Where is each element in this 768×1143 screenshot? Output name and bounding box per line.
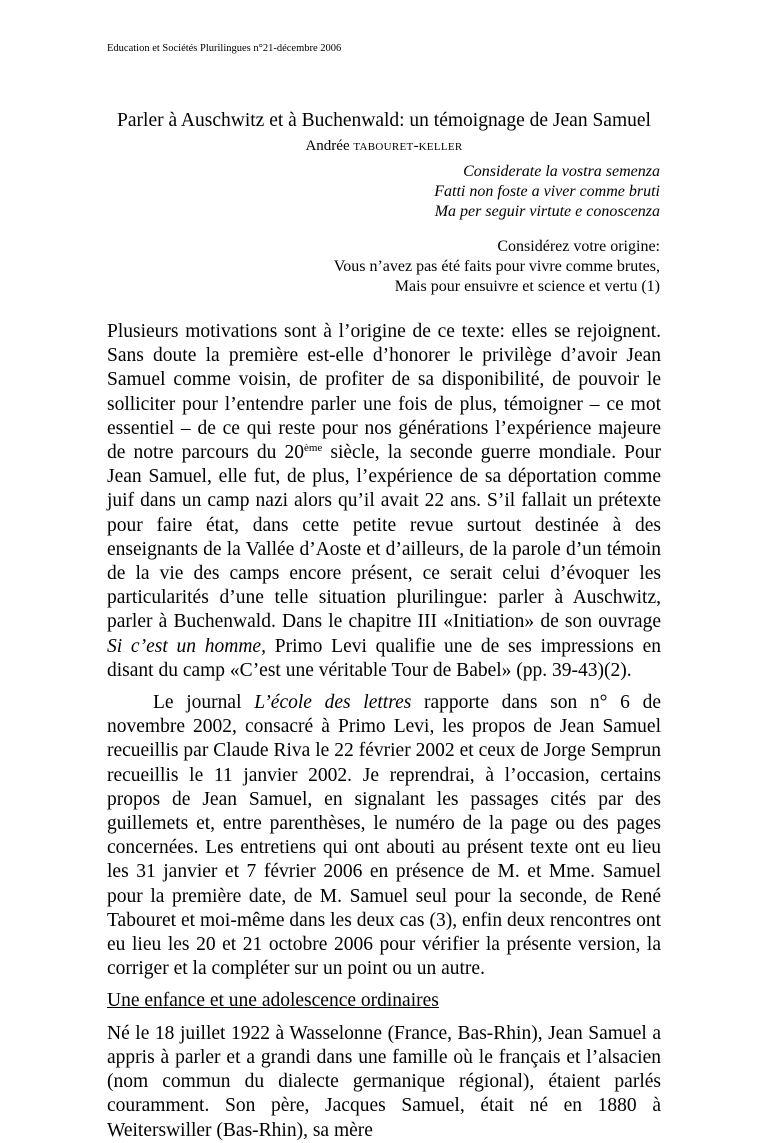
author-last-name-part-2: KELLER	[418, 141, 463, 153]
journal-title-italic: L’école des lettres	[254, 692, 412, 714]
book-title-italic: Si c’est un homme,	[107, 635, 266, 657]
paragraph-1-part-b: siècle, la seconde guerre mondiale. Pour Jean Samuel, elle fut, de plus, l’expérience de sa déportation comme juif dans un camp nazi alors qu’il avait 22 ans. S’il fallait un prétexte pour faire état, dans cette petite revue surtout destinée à des enseignants de la Vallée d’Aoste et d’ailleurs, de la parole d’un témoin de la vie des camps encore présent, ce serait celui d’évoquer les particularités d’une telle situation plurilingue: parler à Auschwitz, parler à Buchenwald. Dans le chapitre III «Initiation» de son ouvrage	[107, 442, 662, 633]
epigraph-french-line: Mais pour ensuivre et science et vertu (1)	[394, 278, 660, 295]
paragraph-1-part-a: Plusieurs motivations sont à l’origine de ce texte: elles se rejoignent. Sans doute la première est-elle d’honorer le privilège d’avoir Jean Samuel comme voisin, de profiter de sa disponibilité, de pouvoir le solliciter pour l’entendre parler une fois de plus, témoigner – ce mot essentiel – de ce qui reste pour nos générations l’expérience majeure de notre parcours du 20	[107, 321, 661, 464]
paragraph-2-part-b: rapporte dans son n° 6 de novembre 2002, consacré à Primo Levi, les propos de Jean Samuel recueillis par Claude Riva le 22 février 2002 et ceux de Jorge Semprun recueillis le 11 janvier 2002. Je reprendrai, à l’occasion, certains propos de Jean Samuel, en signalant les passages cités par des guillemets et, entre parenthèses, le numéro de la page ou des pages concernées. Les entretiens qui ont abouti au présent texte ont eu lieu les 31 janvier et 7 février 2006 en présence de M. et Mme. Samuel pour la première date, de M. Samuel seul pour la seconde, de René Tabouret et moi-même dans les deux cas (3), enfin deux rencontres ont eu lieu les 20 et 21 octobre 2006 pour vérifier la présente version, la corriger et la compléter sur un point ou un autre.	[107, 692, 661, 980]
paragraph-3: Né le 18 juillet 1922 à Wasselonne (France, Bas-Rhin), Jean Samuel a appris à parler et a grandi dans une famille où le français et l’alsacien (nom commun du dialecte germanique régional), étaient parlés couramment. Son père, Jacques Samuel, était né en 1880 à Weiterswiller (Bas-Rhin), sa mère	[107, 1022, 661, 1141]
paragraph-1	[107, 320, 661, 683]
paragraph-1-part-c: Primo Levi qualifie une de ses impressions en disant du camp «C’est une véritable Tour de Babel» (pp. 39-43)(2).	[107, 635, 661, 681]
epigraph-italian-line: Ma per seguir virtute e conoscenza	[434, 203, 660, 220]
author-hyphen: -	[413, 138, 419, 154]
article-author	[107, 137, 661, 156]
epigraph-french-line: Vous n’avez pas été faits pour vivre comme brutes,	[333, 258, 660, 275]
epigraph-french-line: Considérez votre origine:	[497, 238, 660, 255]
author-last-name-part-1: TABOURET	[353, 141, 414, 153]
article-body	[107, 320, 661, 1143]
epigraph-italian-line: Fatti non foste a viver comme bruti	[434, 183, 660, 200]
paragraph-2	[107, 691, 661, 981]
section-heading: Une enfance et une adolescence ordinaires	[107, 990, 439, 1012]
running-header: Education et Sociétés Plurilingues n°21-décembre 2006	[107, 43, 342, 54]
epigraph-italian-line: Considerate la vostra semenza	[463, 163, 660, 180]
epigraph-french	[334, 237, 660, 297]
author-first-name: Andrée	[305, 138, 354, 154]
epigraph-italian	[434, 162, 660, 222]
superscript-eme: ème	[303, 442, 323, 455]
paragraph-2-part-a: Le journal	[153, 692, 255, 714]
article-title: Parler à Auschwitz et à Buchenwald: un témoignage de Jean Samuel	[117, 110, 651, 131]
